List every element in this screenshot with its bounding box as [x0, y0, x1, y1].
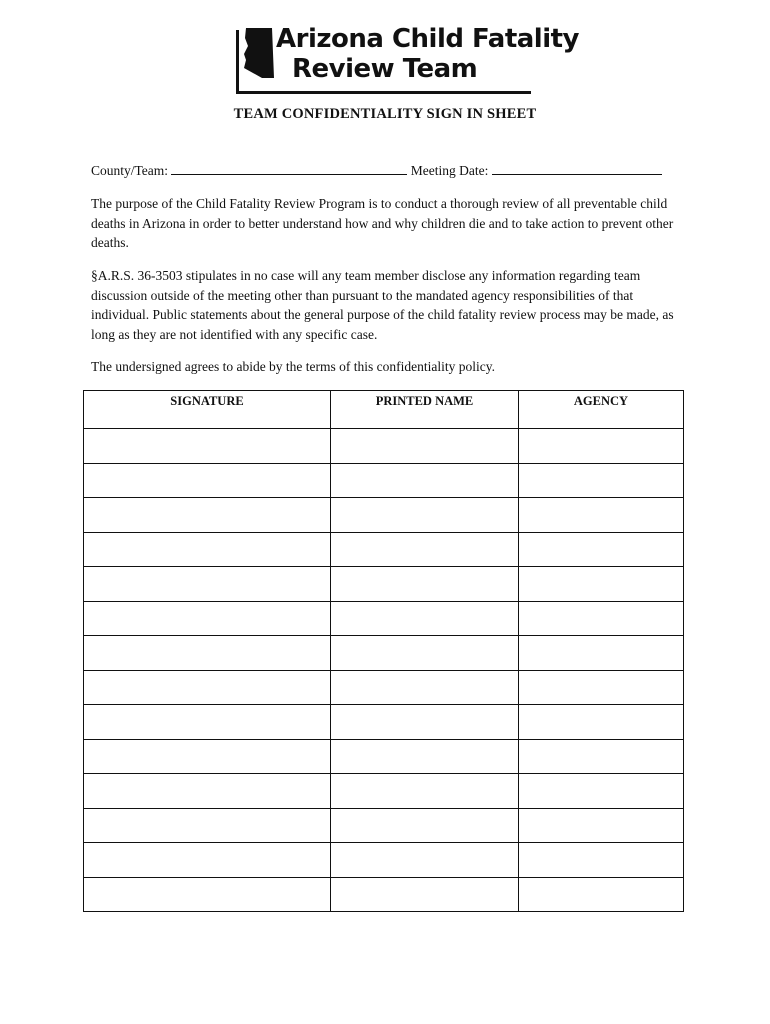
agency-cell[interactable]	[519, 498, 684, 533]
table-row	[84, 532, 684, 567]
printed-name-cell[interactable]	[331, 601, 519, 636]
signature-cell[interactable]	[84, 636, 331, 671]
table-row	[84, 877, 684, 912]
signature-cell[interactable]	[84, 567, 331, 602]
printed-name-cell[interactable]	[331, 636, 519, 671]
signature-cell[interactable]	[84, 601, 331, 636]
table-row	[84, 808, 684, 843]
county-team-label: County/Team:	[91, 163, 169, 178]
signature-cell[interactable]	[84, 463, 331, 498]
agency-cell[interactable]	[519, 429, 684, 464]
agency-cell[interactable]	[519, 877, 684, 912]
logo-line-1: Arizona Child Fatality	[276, 24, 579, 54]
printed-name-cell[interactable]	[331, 532, 519, 567]
sign-in-table	[83, 390, 684, 912]
table-row	[84, 774, 684, 809]
logo-line-2: Review Team	[292, 54, 478, 84]
signature-cell[interactable]	[84, 877, 331, 912]
printed-name-cell[interactable]	[331, 567, 519, 602]
signature-cell[interactable]	[84, 739, 331, 774]
purpose-paragraph: The purpose of the Child Fatality Review Program is to conduct a thorough review of all preventable child deaths in Arizona in order to better understand how and why children die and to take action to prevent other deaths.	[91, 196, 674, 251]
printed-name-cell[interactable]	[331, 705, 519, 740]
table-row	[84, 705, 684, 740]
signature-cell[interactable]	[84, 532, 331, 567]
agency-cell[interactable]	[519, 532, 684, 567]
printed-name-cell[interactable]	[331, 498, 519, 533]
meeting-info-line	[91, 162, 662, 179]
signature-cell[interactable]	[84, 774, 331, 809]
meeting-date-field[interactable]	[492, 162, 662, 175]
meeting-date-label: Meeting Date:	[410, 163, 489, 178]
table-row	[84, 463, 684, 498]
agency-cell[interactable]	[519, 739, 684, 774]
agency-cell[interactable]	[519, 636, 684, 671]
agency-cell[interactable]	[519, 843, 684, 878]
signature-cell[interactable]	[84, 429, 331, 464]
county-team-field[interactable]	[171, 162, 407, 175]
arizona-map-icon	[242, 26, 278, 80]
agency-cell[interactable]	[519, 567, 684, 602]
arizona-cfrt-logo	[236, 24, 579, 94]
signature-cell[interactable]	[84, 705, 331, 740]
signature-cell[interactable]	[84, 498, 331, 533]
table-row	[84, 601, 684, 636]
table-row	[84, 843, 684, 878]
signature-cell[interactable]	[84, 670, 331, 705]
printed-name-header: PRINTED NAME	[331, 391, 519, 429]
signature-header: SIGNATURE	[84, 391, 331, 429]
table-row	[84, 429, 684, 464]
table-row	[84, 739, 684, 774]
agency-cell[interactable]	[519, 808, 684, 843]
agency-cell[interactable]	[519, 705, 684, 740]
table-header-row	[84, 391, 684, 429]
agency-header: AGENCY	[519, 391, 684, 429]
statute-paragraph: §A.R.S. 36-3503 stipulates in no case will any team member disclose any information regarding team discussion outside of the meeting other than pursuant to the mandated agency responsibilities of that individual. Public statements about the general purpose of the child fatality review process may be made, as long as they are not identified with any specific case.	[91, 268, 674, 342]
signature-cell[interactable]	[84, 843, 331, 878]
printed-name-cell[interactable]	[331, 429, 519, 464]
printed-name-cell[interactable]	[331, 843, 519, 878]
agency-cell[interactable]	[519, 670, 684, 705]
printed-name-cell[interactable]	[331, 463, 519, 498]
printed-name-cell[interactable]	[331, 670, 519, 705]
page-title: TEAM CONFIDENTIALITY SIGN IN SHEET	[233, 106, 537, 122]
agreement-paragraph: The undersigned agrees to abide by the terms of this confidentiality policy.	[91, 359, 496, 374]
table-row	[84, 636, 684, 671]
agency-cell[interactable]	[519, 774, 684, 809]
table-row	[84, 670, 684, 705]
agency-cell[interactable]	[519, 463, 684, 498]
printed-name-cell[interactable]	[331, 877, 519, 912]
printed-name-cell[interactable]	[331, 774, 519, 809]
signature-cell[interactable]	[84, 808, 331, 843]
printed-name-cell[interactable]	[331, 739, 519, 774]
printed-name-cell[interactable]	[331, 808, 519, 843]
table-row	[84, 567, 684, 602]
table-row	[84, 498, 684, 533]
agency-cell[interactable]	[519, 601, 684, 636]
